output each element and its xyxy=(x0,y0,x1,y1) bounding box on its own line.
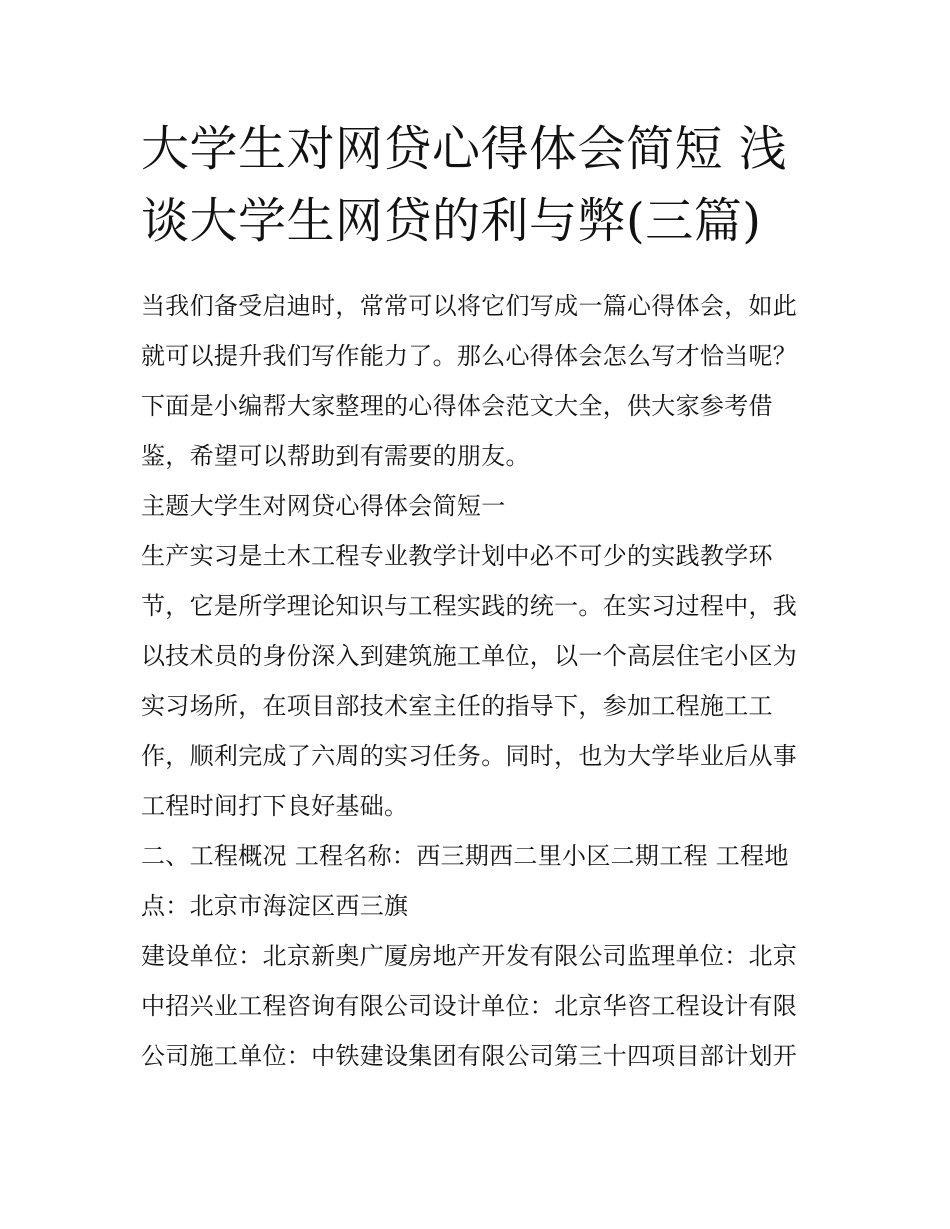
title-line: 大学生对网贷心得体会简短 浅 xyxy=(141,121,788,177)
text-line: 实习场所，在项目部技术室主任的指导下，参加工程施工工 xyxy=(141,692,773,720)
text-line: 二、工程概况 工程名称：西三期西二里小区二期工程 工程地 xyxy=(141,842,789,870)
text-line: 中招兴业工程咨询有限公司设计单位：北京华咨工程设计有限 xyxy=(141,992,798,1020)
project-overview-paragraph xyxy=(141,831,813,931)
intro-paragraph xyxy=(141,281,813,481)
construction-units-paragraph xyxy=(141,931,813,1081)
text-line: 主题大学生对网贷心得体会简短一 xyxy=(141,492,506,520)
internship-paragraph xyxy=(141,531,813,831)
document-title xyxy=(141,113,813,257)
title-line: 谈大学生网贷的利与弊(三篇) xyxy=(141,193,762,249)
document-body xyxy=(141,281,813,1081)
text-line: 工程时间打下良好基础。 xyxy=(141,792,409,820)
text-line: 当我们备受启迪时，常常可以将它们写成一篇心得体会，如此 xyxy=(141,292,798,320)
document-content xyxy=(141,113,813,1081)
text-line: 公司施工单位：中铁建设集团有限公司第三十四项目部计划开 xyxy=(141,1042,798,1070)
text-line: 建设单位：北京新奥广厦房地产开发有限公司监理单位：北京 xyxy=(141,942,798,970)
text-line: 作，顺利完成了六周的实习任务。同时，也为大学毕业后从事 xyxy=(141,742,798,770)
text-line: 点：北京市海淀区西三旗 xyxy=(141,892,409,920)
section-heading xyxy=(141,481,813,531)
text-line: 就可以提升我们写作能力了。那么心得体会怎么写才恰当呢？ xyxy=(141,342,798,370)
text-line: 下面是小编帮大家整理的心得体会范文大全，供大家参考借 xyxy=(141,392,773,420)
text-line: 鉴，希望可以帮助到有需要的朋友。 xyxy=(141,442,530,470)
text-line: 以技术员的身份深入到建筑施工单位，以一个高层住宅小区为 xyxy=(141,642,798,670)
text-line: 生产实习是土木工程专业教学计划中必不可少的实践教学环 xyxy=(141,542,773,570)
text-line: 节，它是所学理论知识与工程实践的统一。在实习过程中，我 xyxy=(141,592,798,620)
